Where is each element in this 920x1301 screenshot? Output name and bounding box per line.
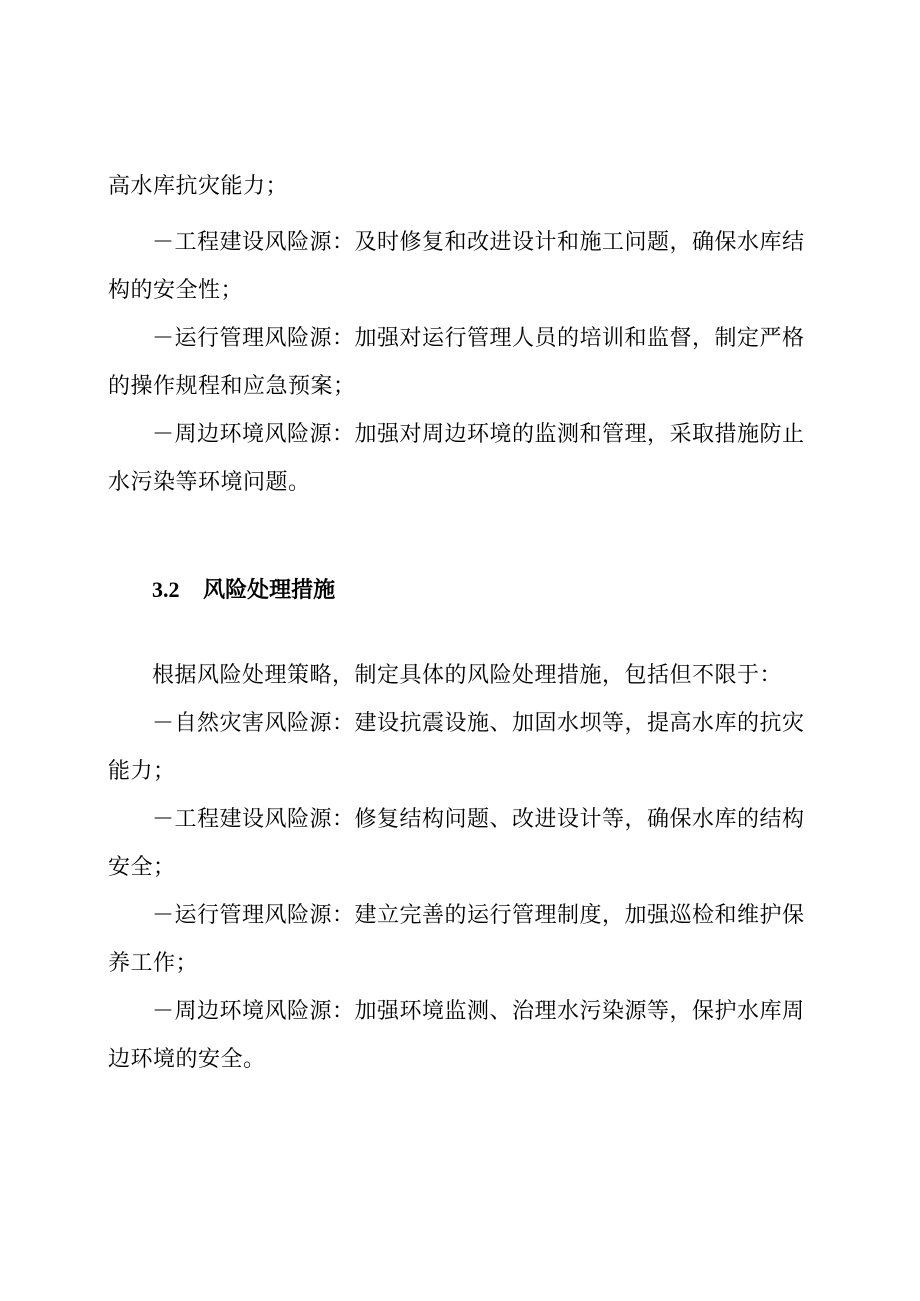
list-item: －自然灾害风险源：建设抗震设施、加固水坝等，提高水库的抗灾能力； bbox=[108, 711, 805, 784]
section-heading bbox=[152, 570, 335, 611]
list-item: －周边环境风险源：加强环境监测、治理水污染源等，保护水库周边环境的安全。 bbox=[108, 999, 805, 1072]
continuation-text: 高水库抗灾能力； bbox=[108, 174, 289, 199]
list-item: －工程建设风险源：及时修复和改进设计和施工问题，确保水库结构的安全性； bbox=[108, 230, 805, 303]
list-item: －工程建设风险源：修复结构问题、改进设计等，确保水库的结构安全； bbox=[108, 807, 805, 880]
section-number: 3.2 bbox=[152, 577, 180, 602]
list-item: －运行管理风险源：建立完善的运行管理制度，加强巡检和维护保养工作； bbox=[108, 903, 805, 976]
section-title: 风险处理措施 bbox=[203, 578, 336, 603]
intro-paragraph: 根据风险处理策略，制定具体的风险处理措施，包括但不限于： bbox=[152, 663, 783, 688]
list-item: －运行管理风险源：加强对运行管理人员的培训和监督，制定严格的操作规程和应急预案； bbox=[108, 326, 805, 399]
list-item: －周边环境风险源：加强对周边环境的监测和管理，采取措施防止水污染等环境问题。 bbox=[108, 422, 805, 495]
